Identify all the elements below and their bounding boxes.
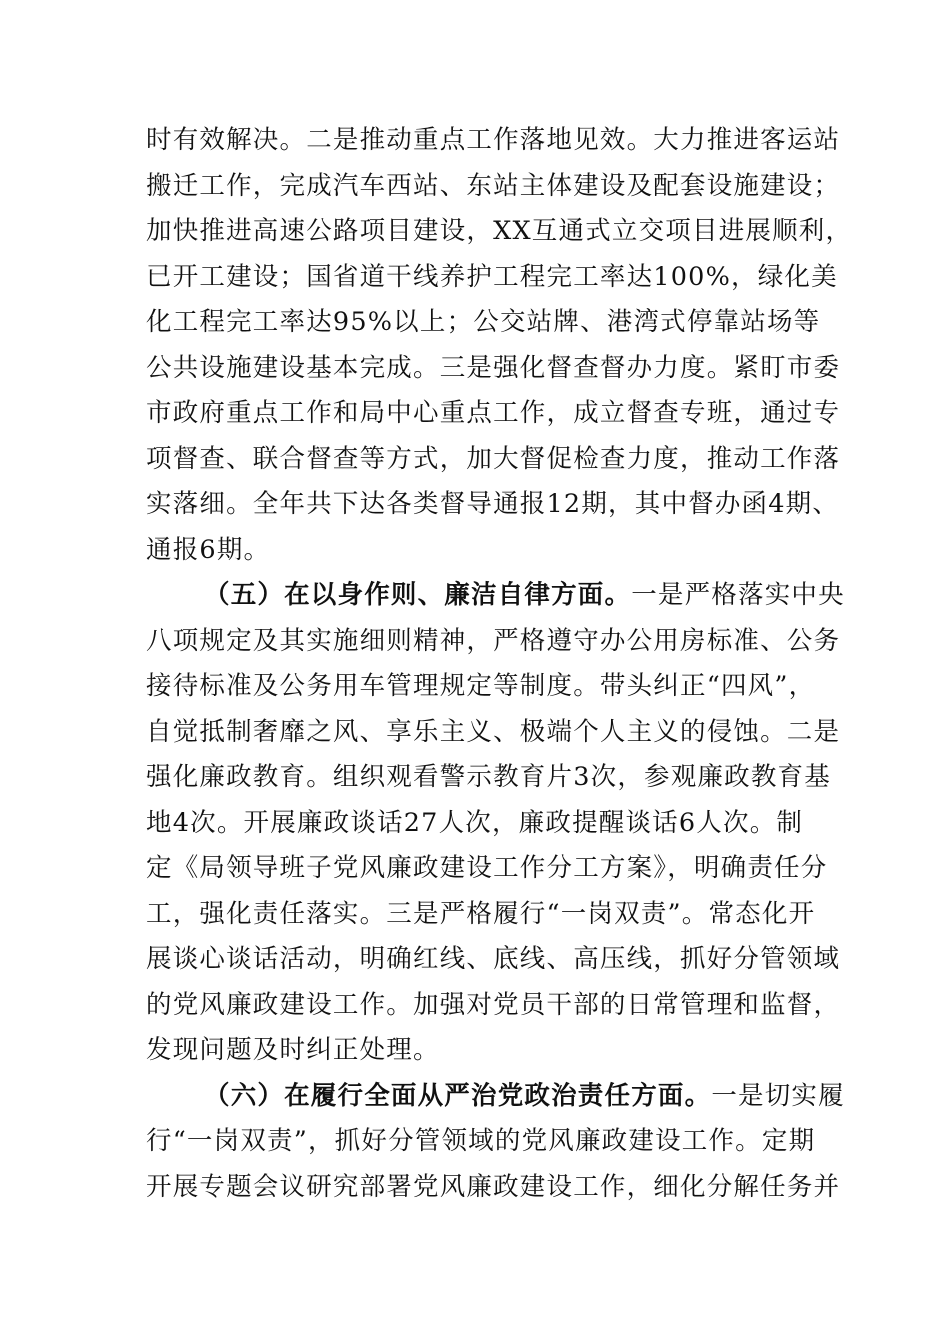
text-line: 发现问题及时纠正处理。 [146,1035,440,1065]
text-line: 实落细。全年共下达各类督导通报12期，其中督办函4期、 [146,489,840,519]
text-line: 搬迁工作，完成汽车西站、东站主体建设及配套设施建设； [146,170,841,201]
text-line: 展谈心谈话活动，明确红线、底线、高压线，抓好分管领域 [146,944,841,974]
section-heading: （五）在以身作则、廉洁自律方面。 [204,580,632,610]
text-line: 自觉抵制奢靡之风、享乐主义、极端个人主义的侵蚀。二是 [146,716,841,747]
paragraph-section-6 [146,1074,845,1211]
paragraph-continuation [146,118,853,573]
text-line: 的党风廉政建设工作。加强对党员干部的日常管理和监督， [146,989,841,1020]
text-line: 强化廉政教育。组织观看警示教育片3次，参观廉政教育基 [146,762,831,792]
document-body [146,118,853,1210]
text-line: 地4次。开展廉政谈话27人次，廉政提醒谈话6人次。制 [146,807,804,838]
text-line: 工，强化责任落实。三是严格履行“一岗双责”。常态化开 [146,898,816,929]
text-line-first [146,573,845,619]
text-run: 一是切实履 [711,1080,845,1111]
text-line: 加快推进高速公路项目建设，XX互通式立交项目进展顺利， [146,216,853,246]
text-line: 项督查、联合督查等方式，加大督促检查力度，推动工作落 [146,443,841,474]
text-line: 时有效解决。二是推动重点工作落地见效。大力推进客运站 [146,125,841,155]
text-line: 定《局领导班子党风廉政建设工作分工方案》，明确责任分 [146,853,828,883]
text-line: 接待标准及公务用车管理规定等制度。带头纠正“四风”， [146,671,816,701]
text-line: 通报6期。 [146,534,271,565]
text-line: 行“一岗双责”，抓好分管领域的党风廉政建设工作。定期 [146,1126,816,1156]
text-line: 化工程完工率达95%以上；公交站牌、港湾式停靠站场等 [146,307,821,337]
paragraph-section-5 [146,573,845,1074]
text-line: 八项规定及其实施细则精神，严格遵守办公用房标准、公务 [146,625,841,656]
text-line: 开展专题会议研究部署党风廉政建设工作，细化分解任务并 [146,1171,841,1202]
text-run: 一是严格落实中央 [631,580,845,610]
text-line-first [146,1074,845,1120]
text-line: 已开工建设；国省道干线养护工程完工率达100%，绿化美 [146,261,838,292]
text-line: 公共设施建设基本完成。三是强化督查督办力度。紧盯市委 [146,352,841,383]
section-heading: （六）在履行全面从严治党政治责任方面。 [204,1080,712,1111]
text-line: 市政府重点工作和局中心重点工作，成立督查专班，通过专 [146,398,841,428]
